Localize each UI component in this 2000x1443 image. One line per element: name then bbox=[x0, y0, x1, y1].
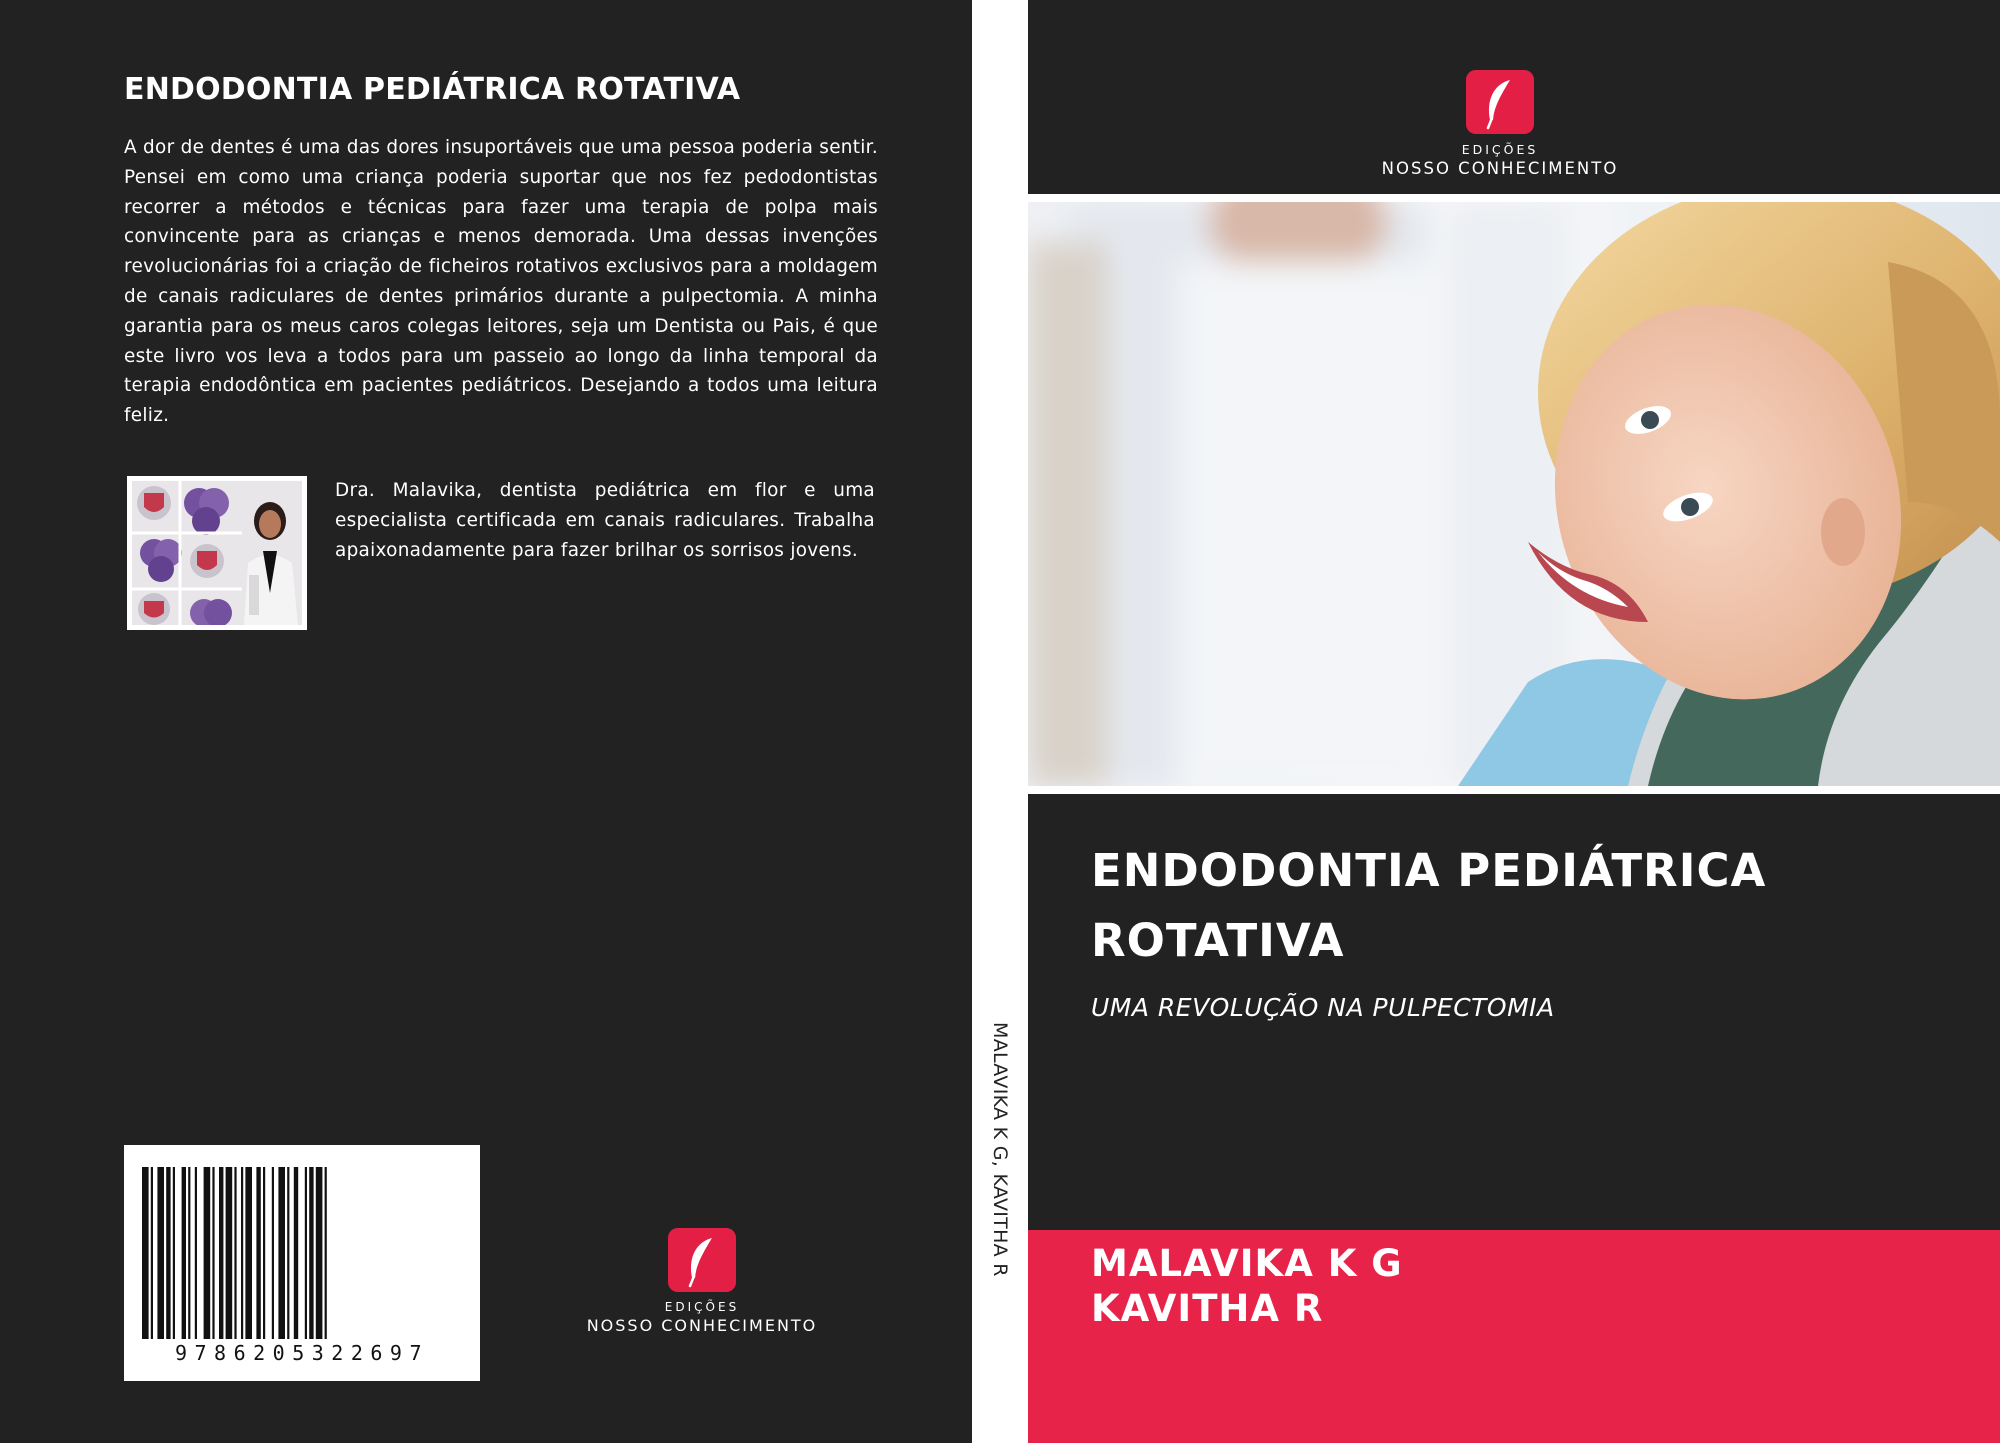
barcode-bar bbox=[166, 1167, 170, 1339]
barcode-bar bbox=[234, 1167, 236, 1339]
barcode-bar bbox=[287, 1167, 289, 1339]
barcode-bar bbox=[173, 1167, 175, 1339]
spine-authors: MALAVIKA K G, KAVITHA R bbox=[989, 1022, 1011, 1277]
barcode-bars bbox=[142, 1167, 462, 1339]
back-publisher-name: NOSSO CONHECIMENTO bbox=[586, 1316, 818, 1335]
barcode-bar bbox=[182, 1167, 186, 1339]
author-photo bbox=[127, 476, 307, 630]
author-name-1: MALAVIKA K G bbox=[1091, 1242, 1403, 1285]
cover-photo-frame bbox=[1028, 194, 2000, 794]
back-publisher-logo bbox=[580, 1228, 824, 1335]
barcode-bar bbox=[305, 1167, 307, 1339]
barcode-bar bbox=[278, 1167, 285, 1339]
back-cover-blurb: A dor de dentes é uma das dores insuportáveis que uma pessoa poderia sentir. Pensei em como uma criança poderia suportar que nos fez pedodontistas recorrer a métodos e técnicas para fazer uma terapia de polpa mais convincente para as crianças e menos demorada. Uma dessas invenções revolucionárias foi a criação de ficheiros rotativos exclusivos para a moldagem de canais radiculares de dentes primários durante a pulpectomia. A minha garantia para os meus caros colegas leitores, seja um Dentista ou Pais, é que este livro vos leva a todos para um passeio ao longo da linha temporal da terapia endodôntica em pacientes pediátricos. Desejando a todos uma leitura feliz. bbox=[124, 137, 878, 427]
barcode-bar bbox=[309, 1167, 313, 1339]
barcode-bar bbox=[157, 1167, 164, 1339]
barcode-bar bbox=[188, 1167, 190, 1339]
barcode-bar bbox=[245, 1167, 252, 1339]
barcode-bar bbox=[256, 1167, 260, 1339]
front-publisher-name: NOSSO CONHECIMENTO bbox=[1381, 159, 1619, 178]
front-cover-title: ENDODONTIA PEDIÁTRICA ROTATIVA bbox=[1091, 844, 1767, 967]
barcode-bar bbox=[241, 1167, 243, 1339]
barcode-bar bbox=[204, 1167, 211, 1339]
front-cover bbox=[1028, 0, 2000, 1443]
barcode-bar bbox=[195, 1167, 197, 1339]
back-cover bbox=[0, 0, 972, 1443]
barcode-bar bbox=[263, 1167, 265, 1339]
cover-photo bbox=[1028, 202, 2000, 786]
barcode-bar bbox=[219, 1167, 223, 1339]
spine bbox=[972, 0, 1028, 1443]
barcode-bar bbox=[272, 1167, 274, 1339]
front-publisher-logo bbox=[1028, 70, 1972, 178]
barcode-number: 9786205322697 bbox=[174, 1341, 430, 1365]
back-cover-title: ENDODONTIA PEDIÁTRICA ROTATIVA bbox=[124, 72, 741, 107]
barcode-bar bbox=[316, 1167, 323, 1339]
barcode-bar bbox=[294, 1167, 298, 1339]
barcode-bar bbox=[212, 1167, 214, 1339]
feather-quill-icon bbox=[1466, 70, 1534, 134]
barcode-bar bbox=[142, 1167, 149, 1339]
barcode-bar bbox=[325, 1167, 327, 1339]
barcode-bar bbox=[226, 1167, 233, 1339]
barcode-bar bbox=[151, 1167, 153, 1339]
feather-quill-icon bbox=[668, 1228, 736, 1292]
author-name-2: KAVITHA R bbox=[1091, 1287, 1324, 1330]
back-publisher-small: EDIÇÕES bbox=[664, 1300, 740, 1314]
author-photo-image bbox=[132, 481, 302, 625]
front-cover-subtitle: UMA REVOLUÇÃO NA PULPECTOMIA bbox=[1091, 993, 1555, 1022]
front-publisher-small: EDIÇÕES bbox=[1461, 142, 1539, 157]
author-bio: Dra. Malavika, dentista pediátrica em flor e uma especialista certificada em canais radiculares. Trabalha apaixonadamente para fazer brilhar os sorrisos jovens. bbox=[335, 480, 875, 561]
isbn-barcode bbox=[124, 1145, 480, 1381]
